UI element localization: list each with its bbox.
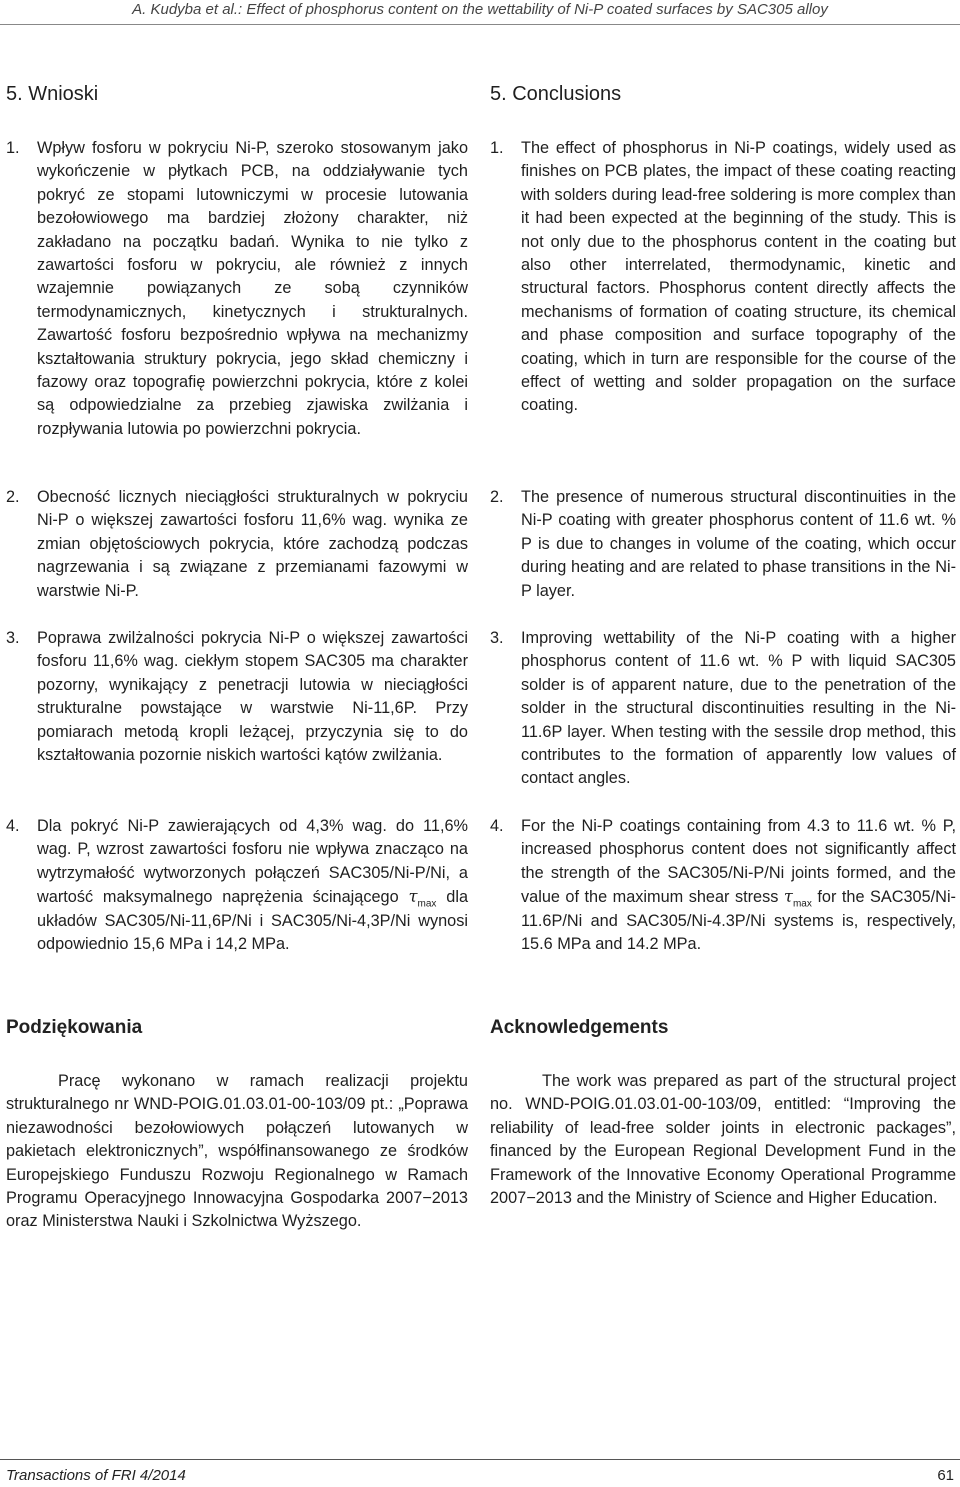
item-number: 2. [490, 488, 504, 506]
acknowledgements-title-pl: Podziękowania [6, 1017, 143, 1038]
item-number: 2. [6, 488, 20, 506]
running-header: A. Kudyba et al.: Effect of phosphorus content on the wettability of Ni-P coated surfaces by SAC305 alloy [132, 1, 828, 18]
acknowledgements-text-en: The work was prepared as part of the structural project no. WND-POIG.01.03.01-00-103/09, entitled: “Improving the reliability of lead-free solder joints in electronic packages”, financed by the European Regional Development Fund in the Framework of the Innovative Economy Operational Programme 2007−2013 and the Ministry of Science and Higher Education. [490, 1072, 956, 1208]
section-title-pl: 5. Wnioski [6, 83, 99, 105]
conclusion-item-pl-3 [6, 627, 468, 767]
page-number: 61 [937, 1467, 954, 1484]
item-text: The effect of phosphorus in Ni-P coatings, widely used as finishes on PCB plates, the impact of these coating reacting with solders during lead-free soldering is more complex than it had been expected at the beginning of the study. This is not only due to the phosphorus content in the coating but also other interrelated, thermodynamic, kinetic and structural factors. Phosphorus content directly affects the mechanisms of formation of coating structure, its chemical and phase composition and surface topography of the coating, which in turn are responsible for the course of the effect of wetting and solder propagation on the surface coating. [521, 139, 956, 415]
item-number: 1. [6, 139, 20, 157]
journal-name: Transactions of FRI 4/2014 [6, 1467, 186, 1484]
item-number: 4. [490, 817, 504, 835]
item-text: Improving wettability of the Ni-P coating with a higher phosphorus content of 11.6 wt. % P with liquid SAC305 solder is of apparent nature, due to the penetration of the solder in the structural discontinuities resulting in the Ni-11.6P layer. When testing with the sessile drop method, this contributes to the formation of apparently low values of contact angles. [521, 629, 956, 788]
footer-rule [0, 1459, 960, 1460]
item-text: Wpływ fosforu w pokryciu Ni-P, szeroko stosowanym jako wykończenie w płytkach PCB, na oddziaływanie tych pokryć ze stopami lutowniczymi w procesie lutowania bezołowiowego ma bardziej złożony charakter, niż zakładano na początku badań. Wynika to nie tylko z zawartości fosforu w pokryciu, ale również z innych wzajemnie powiązanych ze sobą czynników termodynamicznych, kinetycznych i strukturalnych. Zawartość fosforu bezpośrednio wpływa na mechanizmy kształtowania struktury pokrycia, jego skład chemiczny i fazowy oraz topografię powierzchni pokrycia, które z kolei są odpowiedzialne za przebieg zjawiska zwilżania i rozpływania lutowia po powierzchni pokrycia. [37, 139, 468, 438]
item-number: 3. [6, 629, 20, 647]
conclusion-item-pl-4 [6, 815, 468, 956]
acknowledgements-title-en: Acknowledgements [490, 1017, 669, 1038]
conclusion-item-en-2 [490, 486, 956, 603]
item-text: Obecność licznych nieciągłości strukturalnych w pokryciu Ni-P o większej zawartości fosforu 11,6% wag. wynika ze zmian objętościowych pokrycia, które zachodzą podczas nagrzewania i są związane z przemianami fazowymi w warstwie Ni-P. [37, 488, 468, 600]
conclusion-item-en-1 [490, 137, 956, 418]
conclusion-item-pl-1 [6, 137, 468, 441]
item-text: For the Ni-P coatings containing from 4.3 to 11.6 wt. % P, increased phosphorus content does not significantly affect the strength of the SAC305/Ni-P/Ni joints formed, and the value of the maximum shear stress $\tau_{max}$ for the SAC305/Ni-11.6P/Ni and SAC305/Ni-4.3P/Ni systems is, respectively, 15.6 MPa and 14.2 MPa. [521, 817, 956, 954]
header-rule [0, 24, 960, 25]
item-text: The presence of numerous structural discontinuities in the Ni-P coating with greater phosphorus content of 11.6 wt. % P is due to changes in volume of the coating, which occur during heating and are related to phase transitions in the Ni-P layer. [521, 488, 956, 600]
conclusion-item-pl-2 [6, 486, 468, 603]
tau-subscript: max [792, 898, 812, 910]
conclusion-item-en-4 [490, 815, 956, 956]
item-number: 3. [490, 629, 504, 647]
item-number: 4. [6, 817, 20, 835]
conclusion-item-en-3 [490, 627, 956, 791]
tau-subscript: max [417, 898, 437, 910]
tau-symbol: τ [783, 887, 793, 907]
acknowledgements-text-pl: Pracę wykonano w ramach realizacji projektu strukturalnego nr WND-POIG.01.03.01-00-103/09 pt.: „Poprawa niezawodności bezołowiowych połączeń lutowanych w pakietach elektronicznych”, współfinansowanego ze środków Europejskiego Funduszu Rozwoju Regionalnego w Ramach Programu Operacyjnego Innowacyjna Gospodarka 2007−2013 oraz Ministerstwa Nauki i Szkolnictwa Wyższego. [6, 1072, 468, 1231]
section-title-en: 5. Conclusions [490, 83, 622, 105]
item-number: 1. [490, 139, 504, 157]
item-text: Poprawa zwilżalności pokrycia Ni-P o większej zawartości fosforu 11,6% wag. ciekłym stopem SAC305 ma charakter pozorny, wynikający z penetracji lutowia w nieciągłości strukturalne powstające w warstwie Ni-11,6P. Przy pomiarach metodą kropli leżącej, przyczynia się to do kształtowania pozornie niskich wartości kątów zwilżania. [37, 629, 468, 765]
item-text: Dla pokryć Ni-P zawierających od 4,3% wag. do 11,6% wag. P, wzrost zawartości fosforu nie wpływa znacząco na wytrzymałość wytworzonych połączeń SAC305/Ni-P/Ni, a wartość maksymalnego naprężenia ścinającego $\tau_{max}$ dla układów SAC305/Ni-11,6P/Ni i SAC305/Ni-4,3P/Ni wynosi odpowiednio 15,6 MPa i 14,2 MPa. [37, 817, 468, 954]
tau-symbol: τ [408, 887, 418, 907]
